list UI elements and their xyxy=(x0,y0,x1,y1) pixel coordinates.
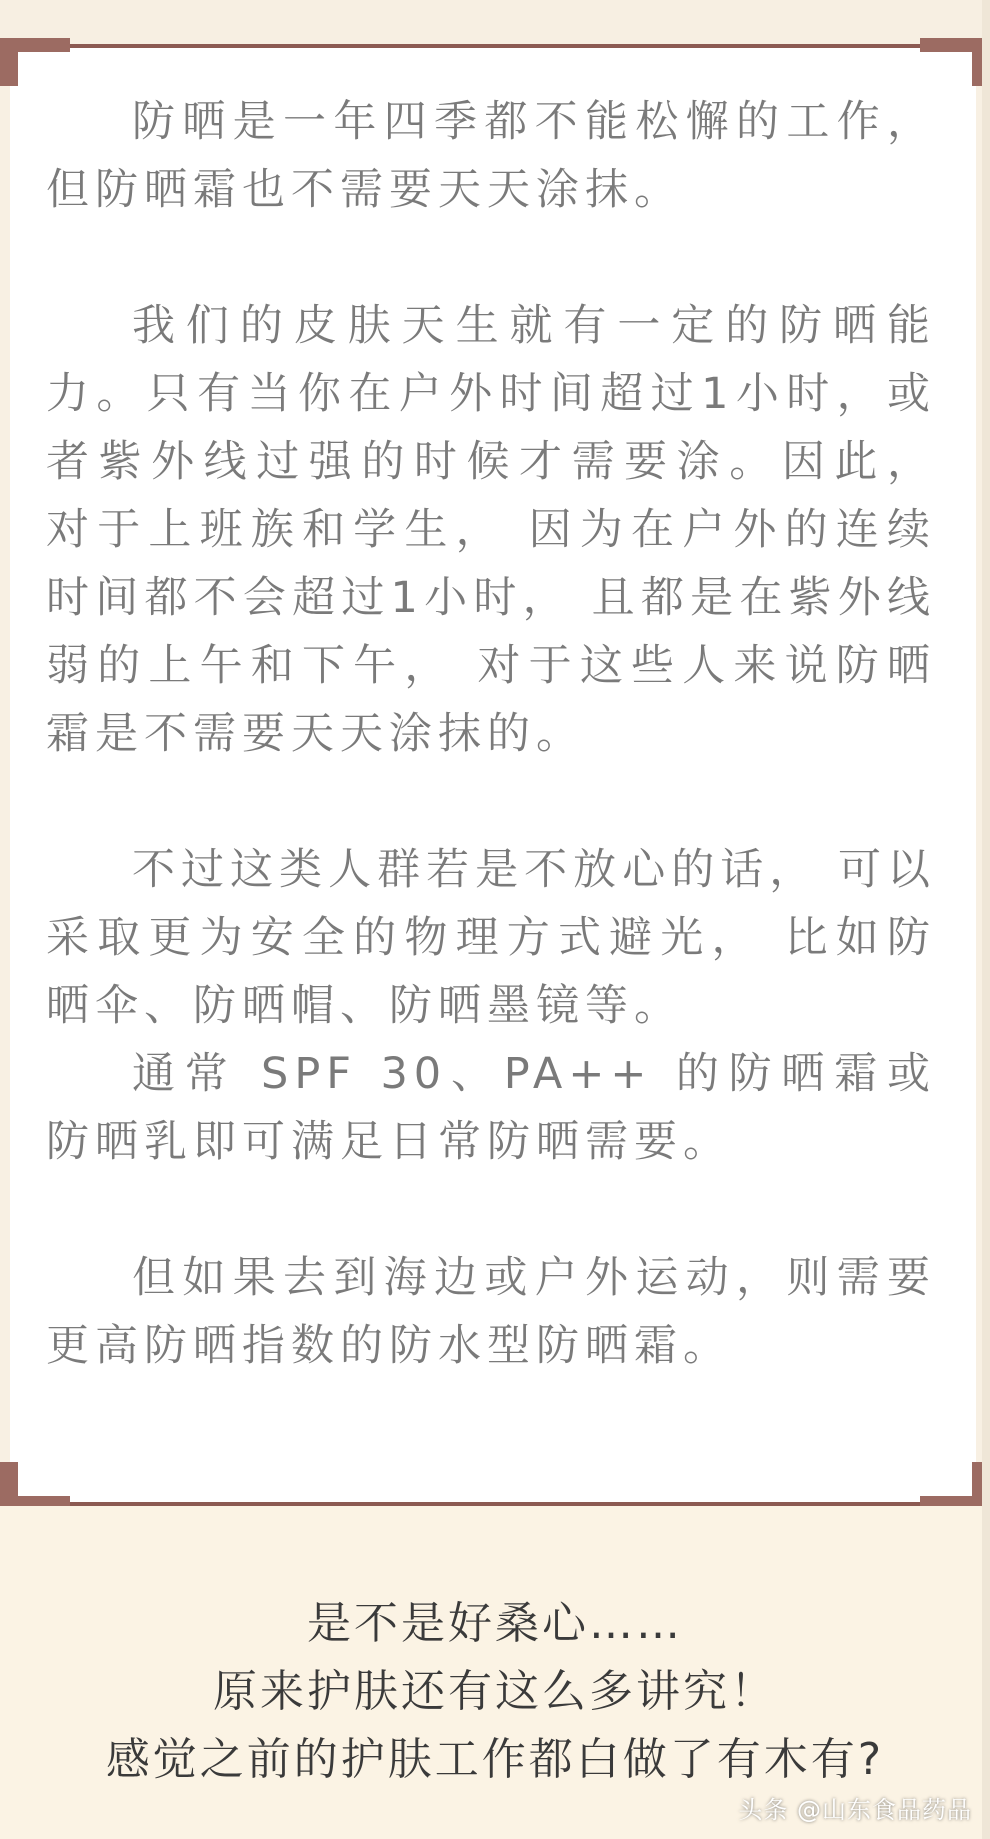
paragraph-sunscreen-intro: 防晒是一年四季都不能松懈的工作， 但防晒霜也不需要天天涂抹。 xyxy=(46,97,936,215)
right-edge-strip xyxy=(982,0,990,1839)
paragraph-outdoor-sports: 但如果去到海边或户外运动，则需要更高防晒指数的防水型防晒霜。 xyxy=(46,1253,936,1371)
frame-top-line xyxy=(0,44,990,48)
top-strip xyxy=(0,0,990,48)
closing-line-2: 原来护肤还有这么多讲究！ xyxy=(213,1666,777,1717)
paragraph-skin-protection: 我们的皮肤天生就有一定的防晒能力。只有当你在户外时间超过1小时，或者紫外线过强的时候才需要涂。因此， 对于上班族和学生， 因为在户外的连续时间都不会超过1小时， 且都是在紫外线弱的上午和下午， 对于这些人来说防晒霜是不需要天天涂抹的。 xyxy=(46,301,936,759)
source-watermark: 头条 @山东食品药品 xyxy=(738,1796,972,1824)
paragraph-physical-protection: 不过这类人群若是不放心的话， 可以采取更为安全的物理方式避光， 比如防晒伞、防晒帽、防晒墨镜等。 xyxy=(46,845,936,1031)
corner-ornament-top-left-vertical xyxy=(0,38,18,86)
closing-text xyxy=(0,1590,990,1794)
paragraph-spf-recommendation: 通常 SPF 30、PA++ 的防晒霜或防晒乳即可满足日常防晒需要。 xyxy=(46,1049,936,1167)
article-body xyxy=(46,88,936,1380)
closing-line-1: 是不是好桑心…… xyxy=(307,1598,683,1649)
closing-line-3: 感觉之前的护肤工作都白做了有木有? xyxy=(105,1734,885,1785)
corner-ornament-bottom-left-vertical xyxy=(0,1462,18,1510)
